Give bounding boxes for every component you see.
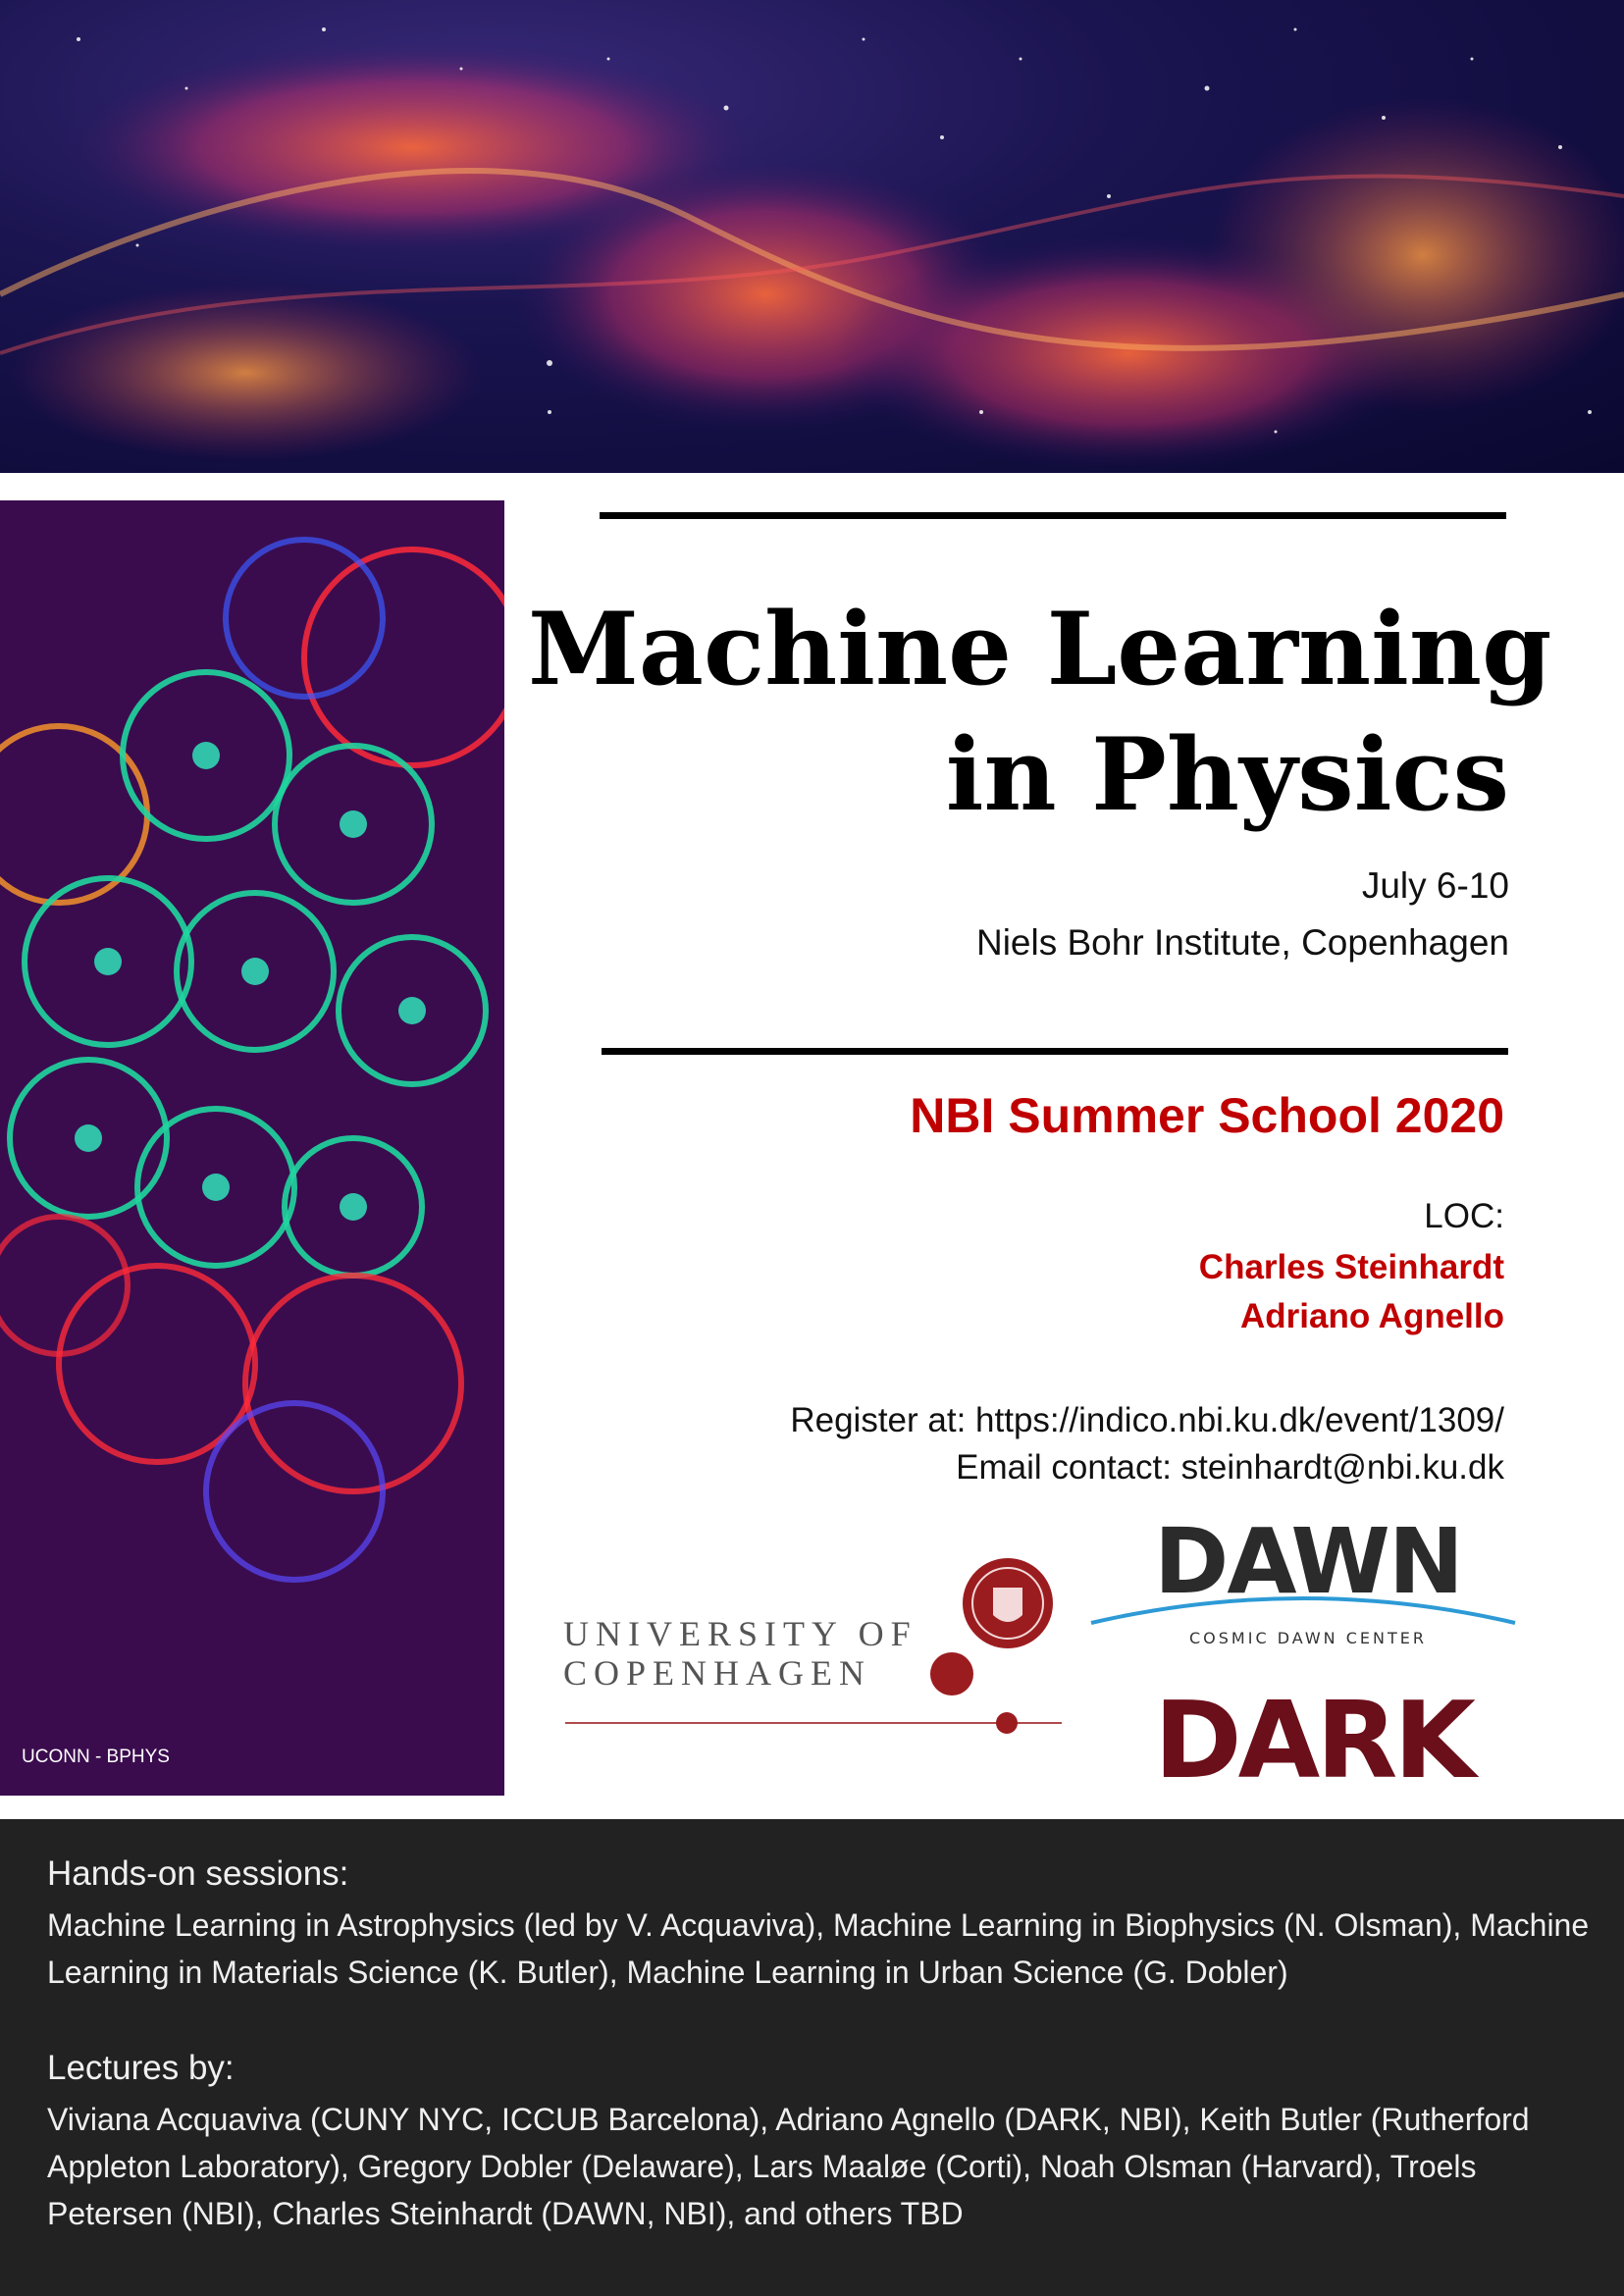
title-line-2: in Physics <box>945 716 1509 834</box>
register-link[interactable]: Register at: https://indico.nbi.ku.dk/event/1309/ <box>790 1401 1504 1439</box>
ucph-logo-line2: COPENHAGEN <box>563 1653 872 1693</box>
loc-member-2: Adriano Agnello <box>1240 1297 1504 1335</box>
page-title <box>528 587 1552 838</box>
event-dates: July 6-10 <box>1361 865 1509 906</box>
dark-logo: DARK <box>1154 1680 1473 1802</box>
event-location: Niels Bohr Institute, Copenhagen <box>975 922 1509 963</box>
middle-divider <box>602 1048 1508 1055</box>
loc-label: LOC: <box>1424 1197 1504 1235</box>
dawn-arc-icon <box>1087 1584 1519 1633</box>
sessions-text: Machine Learning in Astrophysics (led by V. Acquaviva), Machine Learning in Biophysics (N. Olsman), Machine Learning in Materials Science (K. Butler), Machine Learning in Urban Science (G. Dobler) <box>47 1907 1590 1990</box>
email-contact[interactable]: Email contact: steinhardt@nbi.ku.dk <box>956 1448 1504 1487</box>
school-name: NBI Summer School 2020 <box>910 1088 1504 1143</box>
biophysics-microscopy-image <box>0 500 504 1796</box>
footer-panel <box>0 1819 1624 2296</box>
dawn-logo-subtitle: COSMIC DAWN CENTER <box>1189 1629 1427 1647</box>
lectures-text: Viviana Acquaviva (CUNY NYC, ICCUB Barcelona), Adriano Agnello (DARK, NBI), Keith Butler (Rutherford Appleton Laboratory), Gregory Dobler (Delaware), Lars Maaløe (Corti), Noah Olsman (Harvard), Troels Petersen (NBI), Charles Steinhardt (DAWN, NBI), and others TBD <box>47 2102 1530 2231</box>
sessions-heading: Hands-on sessions: <box>47 1854 349 1893</box>
loc-member-1: Charles Steinhardt <box>1198 1248 1504 1286</box>
top-divider <box>600 512 1506 519</box>
dawn-logo: DAWN <box>1154 1509 1462 1614</box>
ucph-logo-line1: UNIVERSITY OF <box>563 1614 917 1653</box>
ucph-seal-icon <box>561 1558 1072 1745</box>
title-line-1: Machine Learning <box>528 591 1552 708</box>
galaxy-banner-image <box>0 0 1624 473</box>
image-credit: UCONN - BPHYS <box>22 1747 170 1767</box>
lectures-heading: Lectures by: <box>47 2049 235 2087</box>
